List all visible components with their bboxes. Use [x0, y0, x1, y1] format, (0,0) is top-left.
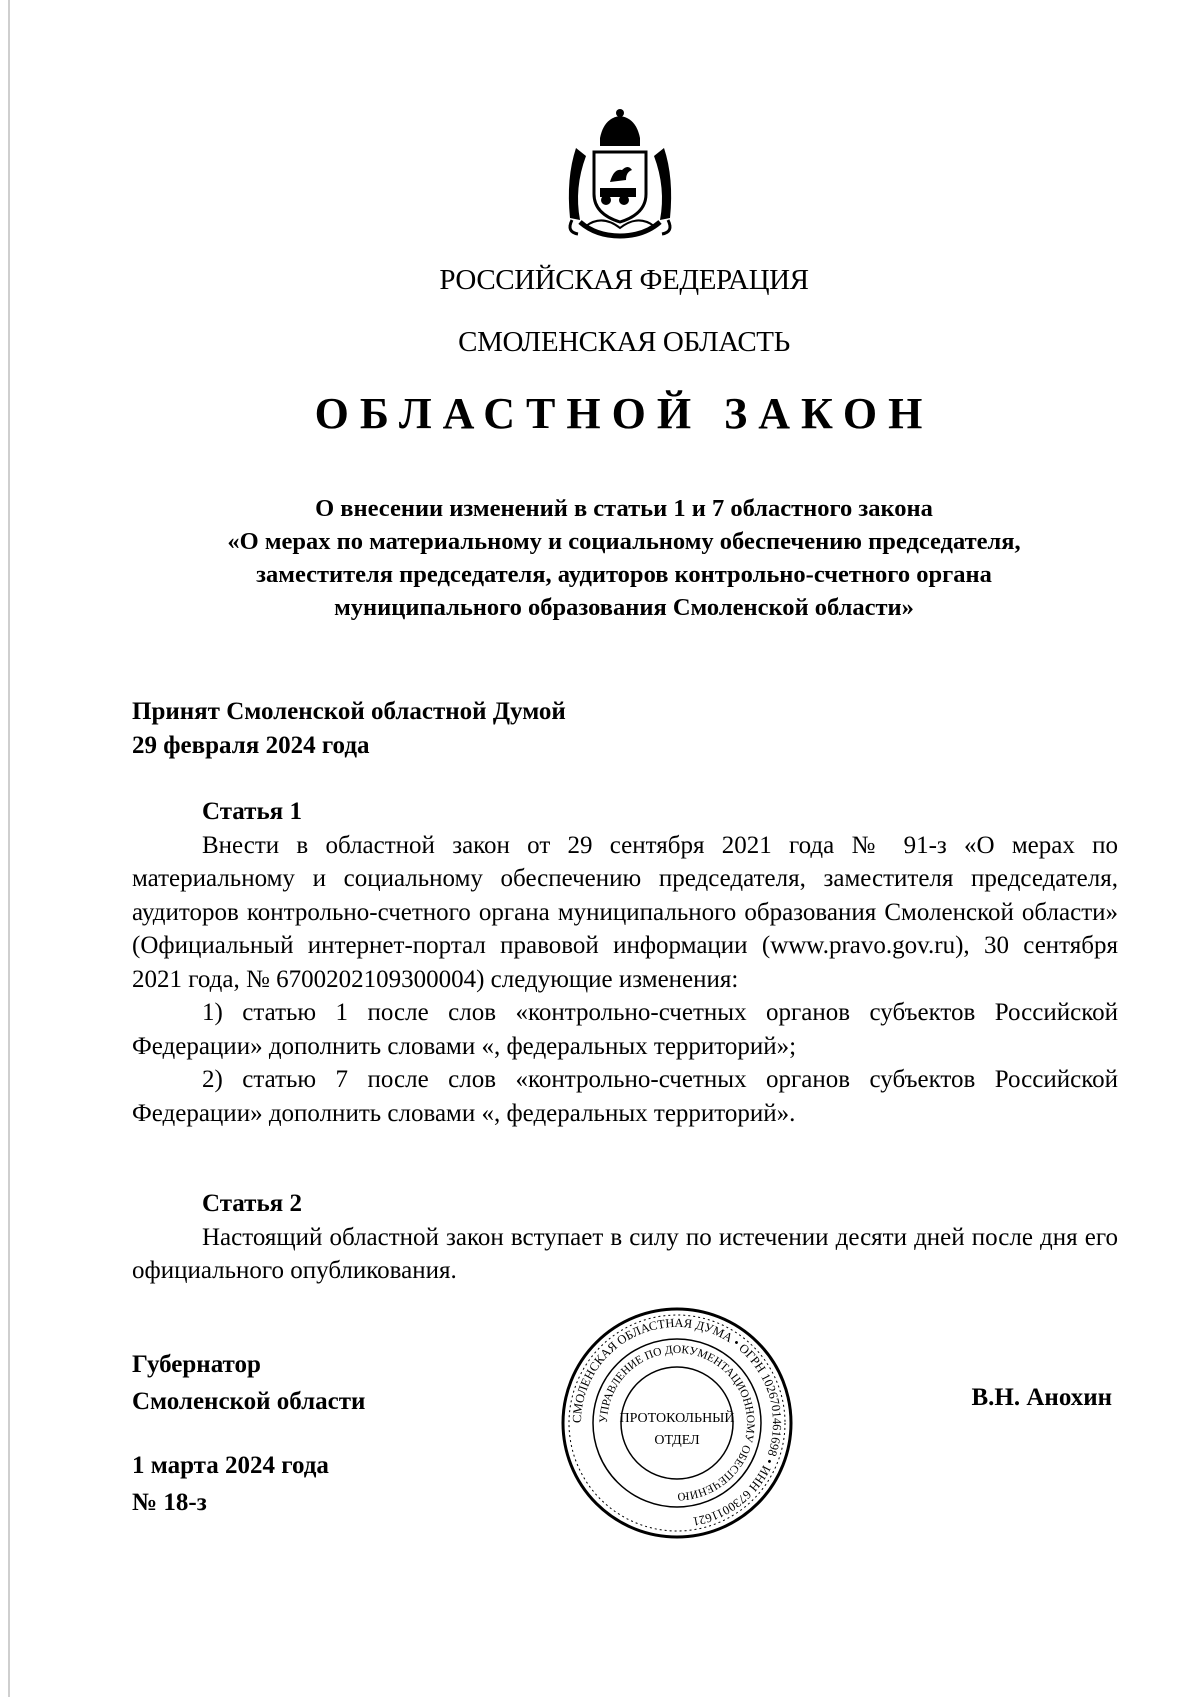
- position-line: Губернатор: [132, 1351, 261, 1378]
- article-paragraph: Настоящий областной закон вступает в силу по истечении десяти дней после дня его официального опубликования.: [132, 1223, 1118, 1284]
- seal-inner-text: УПРАВЛЕНИЕ ПО ДОКУМЕНТАЦИОННОМУ ОБЕСПЕЧЕНИЮ: [597, 1343, 757, 1503]
- signatory-name: В.Н. Анохин: [971, 1384, 1112, 1411]
- law-title-line: О внесении изменений в статьи 1 и 7 областного закона: [315, 495, 933, 522]
- article-heading: Статья 1: [202, 798, 302, 825]
- signing-date: 1 марта 2024 года: [132, 1452, 329, 1479]
- adoption-body: Принят Смоленской областной Думой: [132, 698, 566, 725]
- law-title-line: заместителя председателя, аудиторов контрольно-счетного органа: [256, 561, 992, 588]
- document-type-heading: ОБЛАСТНОЙ ЗАКОН: [314, 389, 934, 438]
- adoption-block: [132, 695, 566, 763]
- signing-details: [132, 1447, 329, 1521]
- article-paragraph: 1) статью 1 после слов «контрольно-счетных органов субъектов Российской Федерации» дополнить словами «, федеральных территорий»;: [132, 999, 1118, 1060]
- law-title-line: муниципального образования Смоленской области»: [334, 594, 914, 621]
- seal-center-line: ПРОТОКОЛЬНЫЙ: [619, 1411, 735, 1426]
- region-heading: СМОЛЕНСКАЯ ОБЛАСТЬ: [458, 326, 790, 358]
- law-number: № 18-з: [132, 1489, 207, 1516]
- adoption-date: 29 февраля 2024 года: [132, 732, 370, 759]
- seal-outer-text: СМОЛЕНСКАЯ ОБЛАСТНАЯ ДУМА • ОГРН 1026701461698 • ИНН 6730011621: [569, 1315, 785, 1529]
- article-2: [132, 1187, 1118, 1288]
- position-line: Смоленской области: [132, 1388, 366, 1415]
- article-paragraph: Внести в областной закон от 29 сентября 2021 года № 91-з «О мерах по материальному и социальному обеспечению председателя, заместителя председателя, аудиторов контрольно-счетного органа муниципального образования Смоленской области» (Официальный интернет-портал правовой информации (www.pravo.gov.ru), 30 сентября 2021 года, № 6700202109300004) следующие изменения:: [132, 831, 1118, 993]
- signatory-position: [132, 1346, 365, 1420]
- coat-of-arms-emblem: [556, 108, 684, 242]
- article-paragraph: 2) статью 7 после слов «контрольно-счетных органов субъектов Российской Федерации» дополнить словами «, федеральных территорий».: [132, 1066, 1118, 1127]
- seal-center-line: ОТДЕЛ: [654, 1433, 700, 1448]
- scan-edge: [8, 0, 10, 1697]
- article-1: [132, 795, 1118, 1130]
- official-seal: [560, 1306, 794, 1540]
- country-heading: РОССИЙСКАЯ ФЕДЕРАЦИЯ: [439, 264, 809, 296]
- law-title: [120, 492, 1128, 624]
- law-title-line: «О мерах по материальному и социальному обеспечению председателя,: [227, 528, 1021, 555]
- article-heading: Статья 2: [202, 1190, 302, 1217]
